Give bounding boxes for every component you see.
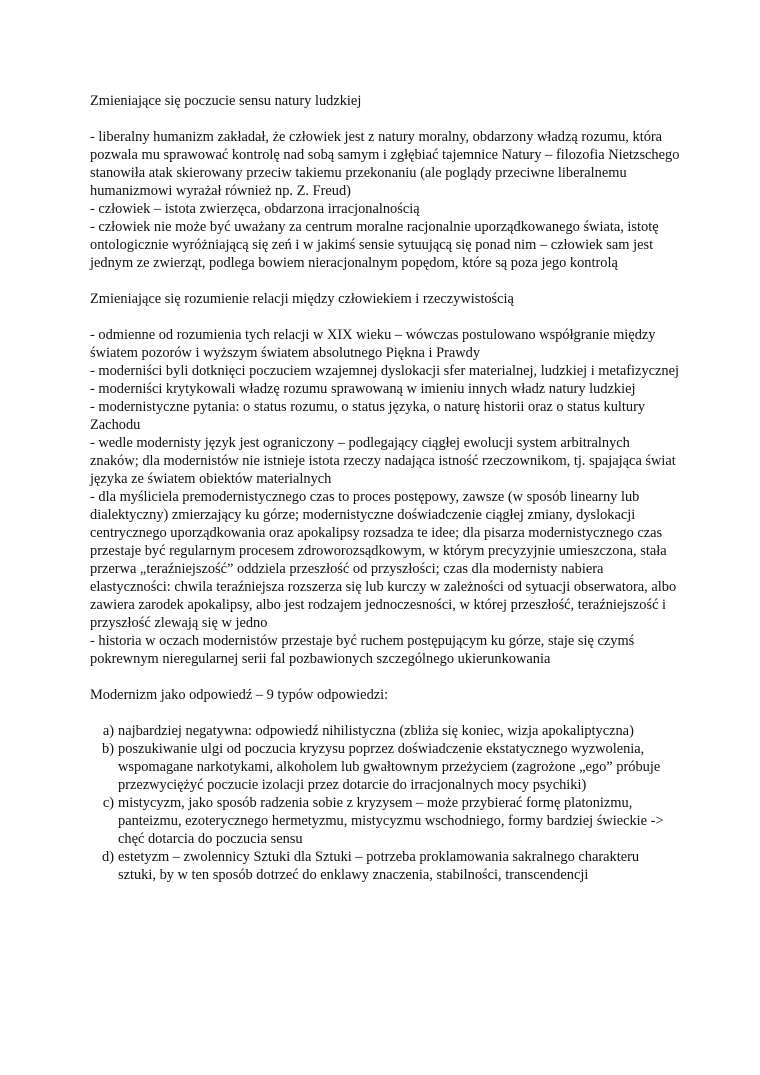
list-marker: a) (102, 723, 114, 739)
list-marker: c) (102, 795, 114, 811)
list-item-text: mistycyzm, jako sposób radzenia sobie z kryzysem – może przybierać formę platonizmu, panteizmu, ezoterycznego hermetyzmu, mistycyzmu wschodniego, formy bardziej świeckie -> chęć dotarcia do poczucia sensu (118, 795, 664, 847)
section-2-item: - dla myśliciela premodernistycznego czas to proces postępowy, zawsze (w sposób linearny lub dialektyczny) zmierzający ku górze; modernistyczne doświadczenie ciągłej zmiany, dyslokacji centrycznego uporządkowania oraz apokalipsy rozsadza te idee; dla pisarza modernistycznego czas przestaje być regularnym procesem zdroworozsądkowym, w którym precyzyjnie umieszczona, stała przerwa „teraźniejszość” oddziela przeszłość od przyszłości; czas dla modernisty nabiera elastyczności: chwila teraźniejsza rozszerza się lub kurczy w zależności od sytuacji obserwatora, albo zawiera zarodek apokalipsy, albo jest rodzajem jednoczesności, w której przeszłość, teraźniejszość i przyszłość zlewają się w jedno (90, 489, 677, 631)
list-item-text: najbardziej negatywna: odpowiedź nihilistyczna (zbliża się koniec, wizja apokaliptyczna) (118, 723, 634, 739)
document-page (90, 92, 680, 884)
section-1-title: Zmieniające się poczucie sensu natury ludzkiej (90, 93, 362, 109)
section-2-title: Zmieniające się rozumienie relacji między człowiekiem i rzeczywistością (90, 291, 514, 307)
section-1-item: - człowiek – istota zwierzęca, obdarzona irracjonalnością (90, 201, 420, 217)
response-types-list (90, 722, 680, 884)
list-marker: b) (102, 741, 114, 757)
section-2-item: - modernistyczne pytania: o status rozumu, o status języka, o naturę historii oraz o status kultury Zachodu (90, 399, 646, 433)
section-3-title: Modernizm jako odpowiedź – 9 typów odpowiedzi: (90, 687, 389, 703)
list-item (90, 848, 680, 884)
section-2-item: - odmienne od rozumienia tych relacji w XIX wieku – wówczas postulowano współgranie między światem pozorów i wyższym światem absolutnego Piękna i Prawdy (90, 327, 656, 361)
list-item-text: poszukiwanie ulgi od poczucia kryzysu poprzez doświadczenie ekstatycznego wyzwolenia, wspomagane narkotykami, alkoholem lub gwałtownym przeżyciem (zagrożone „ego” próbuje przezwyciężyć poczucie izolacji przez dotarcie do irracjonalnych mocy psychiki) (118, 741, 661, 793)
list-item (90, 722, 680, 740)
section-2-item: - wedle modernisty język jest ograniczony – podlegający ciągłej ewolucji system arbitralnych znaków; dla modernistów nie istnieje istota rzeczy nadająca istność rzeczownikom, tj. spajająca świat języka ze światem obiektów materialnych (90, 435, 676, 487)
list-marker: d) (102, 849, 114, 865)
section-2-item: - moderniści krytykowali władzę rozumu sprawowaną w imieniu innych władz natury ludzkiej (90, 381, 636, 397)
section-1-item: - człowiek nie może być uważany za centrum moralne racjonalnie uporządkowanego świata, istotę ontologicznie wyróżniającą się zeń i w jakimś sensie sytuującą się ponad nim – człowiek sam jest jednym ze zwierząt, podlega bowiem nieracjonalnym popędom, które są poza jego kontrolą (90, 219, 659, 271)
list-item (90, 740, 680, 794)
section-1-item: - liberalny humanizm zakładał, że człowiek jest z natury moralny, obdarzony władzą rozumu, która pozwala mu sprawować kontrolę nad sobą samym i zgłębiać tajemnice Natury – filozofia Nietzschego stanowiła atak skierowany przeciw takiemu przekonaniu (ale poglądy przeciwne liberalnemu humanizmowi wyrażał również np. Z. Freud) (90, 129, 680, 199)
section-2-item: - moderniści byli dotknięci poczuciem wzajemnej dyslokacji sfer materialnej, ludzkiej i metafizycznej (90, 363, 679, 379)
list-item-text: estetyzm – zwolennicy Sztuki dla Sztuki – potrzeba proklamowania sakralnego charakteru sztuki, by w ten sposób dotrzeć do enklawy znaczenia, stabilności, transcendencji (118, 849, 640, 883)
list-item (90, 794, 680, 848)
section-2-item: - historia w oczach modernistów przestaje być ruchem postępującym ku górze, staje się czymś pokrewnym nieregularnej serii fal pozbawionych szczególnego ukierunkowania (90, 633, 635, 667)
